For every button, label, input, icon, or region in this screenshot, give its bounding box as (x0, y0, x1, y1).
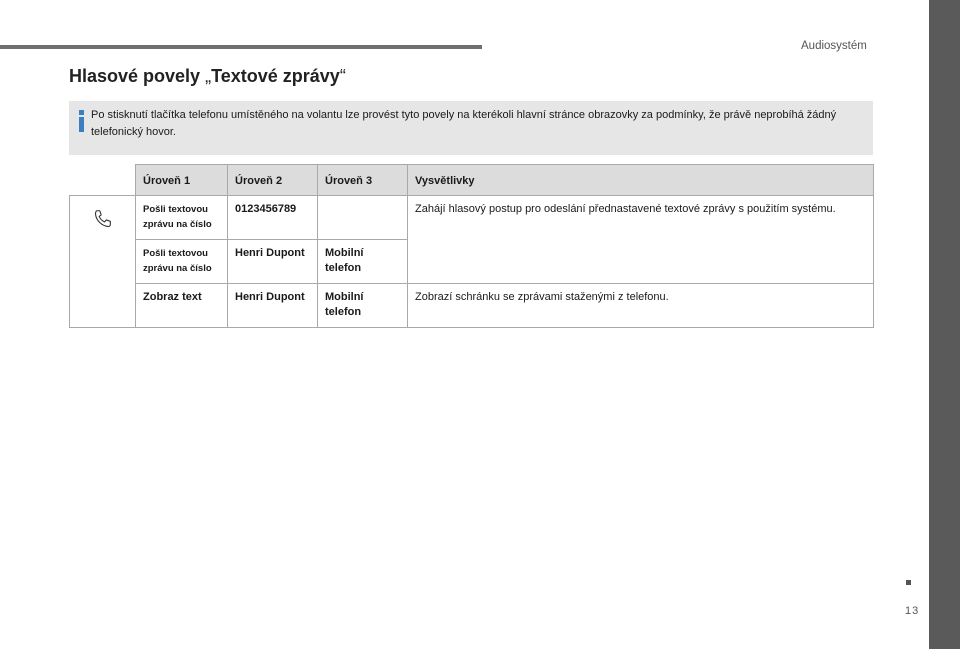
table-header-blank (70, 165, 136, 196)
table-cell-level2: Henri Dupont (228, 284, 318, 328)
table-row (70, 196, 874, 240)
table-header-cell: Úroveň 1 (136, 165, 228, 196)
side-bar (929, 0, 960, 649)
title-close-quote: “ (339, 66, 346, 86)
page-title (69, 66, 346, 87)
phone-icon-cell (70, 196, 136, 328)
table-cell-level3 (318, 196, 408, 240)
section-label: Audiosystém (801, 40, 867, 52)
table-cell-level2: 0123456789 (228, 196, 318, 240)
table-header-cell: Úroveň 2 (228, 165, 318, 196)
table-header-cell: Úroveň 3 (318, 165, 408, 196)
phone-icon (92, 208, 114, 235)
table-header-cell: Vysvětlivky (408, 165, 874, 196)
title-open-quote: „ (205, 66, 212, 86)
info-box (69, 101, 873, 155)
title-text: Hlasové povely (69, 66, 206, 86)
info-text: Po stisknutí tlačítka telefonu umístěného na volantu lze provést tyto povely na kterékoli hlavní stránce obrazovky za podmínky, že právě neprobíhá žádný telefonický hovor. (91, 109, 837, 138)
table-cell-level1: Pošli textovou zprávu na číslo (136, 240, 228, 284)
table-cell-level1: Pošli textovou zprávu na číslo (136, 196, 228, 240)
table-header-row (70, 165, 874, 196)
table-cell-level3: Mobilní telefon (318, 240, 408, 284)
info-icon (79, 110, 85, 132)
table-cell-level3: Mobilní telefon (318, 284, 408, 328)
header-rule (0, 45, 482, 49)
table-cell-level2: Henri Dupont (228, 240, 318, 284)
table-cell-explanation: Zahájí hlasový postup pro odeslání přednastavené textové zprávy s použitím systému. (408, 196, 874, 284)
table-row (70, 284, 874, 328)
table-cell-explanation: Zobrazí schránku se zprávami staženými z telefonu. (408, 284, 874, 328)
voice-commands-table (69, 164, 874, 328)
page-number: 13 (905, 605, 920, 617)
page-marker (906, 580, 911, 585)
table-cell-level1: Zobraz text (136, 284, 228, 328)
title-quoted: Textové zprávy (211, 66, 340, 86)
